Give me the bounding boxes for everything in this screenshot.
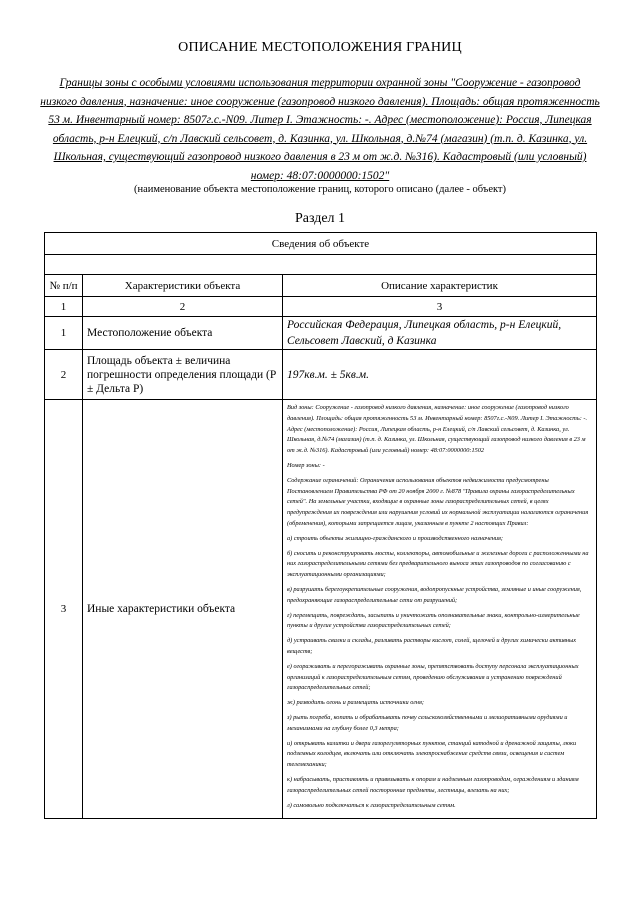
description-paragraph: а) строить объекты жилищно-гражданского и производственного назначения; (287, 534, 504, 542)
column-header-description: Описание характеристик (283, 275, 597, 297)
section-title: Раздел 1 (294, 211, 346, 226)
table-row (45, 350, 597, 400)
description-paragraph: в) разрушать берегоукрепительные сооружения, водопропускные устройства, земляные и иные сооружения, предохраняющие газораспределительные сети от разрушений; (287, 585, 582, 604)
row-description: 197кв.м. ± 5кв.м. (283, 350, 597, 400)
row-description (283, 400, 597, 819)
row-number: 2 (45, 350, 83, 400)
description-paragraph: ж) разводить огонь и размещать источники огня; (287, 699, 424, 707)
row-number: 3 (45, 400, 83, 819)
object-description-text: Границы зоны с особыми условиями использования территории охранной зоны "Сооружение - газопровод низкого давления, назначение: иное сооружение (газопровод низкого давления). Площадь: общая протяженность 53 м. Инвентарный номер: 8507г.с.-N09. Литер I. Этажность: -. Адрес (местоположение): Россия, Липецкая область, р-н Елецкий, с/п Лавский сельсовет, д. Казинка, ул. Школьная, д.№74 (магазин) (т.п. д. Казинка, ул. Школьная, существующий газопровод низкого давления в 23 м от ж.д. №316). Кадастровый (или условный) номер: 48:07:0000000:1502" (40, 77, 600, 182)
description-paragraph: б) сносить и реконструировать мосты, коллекторы, автомобильные и железные дороги с расположенными на них газораспределительными сетями без предварительного выноса этих газопроводов по согласованию с эксплуатационными организациями; (287, 549, 589, 579)
table-spacer-row (45, 255, 597, 275)
object-info-table (44, 232, 597, 819)
column-number-1: 1 (45, 297, 83, 317)
description-paragraph: и) открывать калитки и двери газорегуляторных пунктов, станций катодной и дренажной защиты, люки подземных колодцев, включать или отключать электроснабжение средств связи, освещения и систем телемеханики; (287, 739, 577, 769)
row-number: 1 (45, 317, 83, 350)
row-characteristic: Местоположение объекта (83, 317, 283, 350)
column-number-2: 2 (83, 297, 283, 317)
table-header: Сведения об объекте (45, 233, 597, 255)
description-paragraph: Номер зоны: - (287, 461, 325, 469)
description-paragraph: Содержание ограничений: Ограничения использования объектов недвижимости предусмотрены Постановлением Правительства РФ от 20 ноября 2000 г. №878 "Правила охраны газораспределительных сетей". На земельные участки, входящие в охранные зоны газораспределительных сетей, в целях предупреждения их повреждения или нарушения условий их нормальной эксплуатации налагаются ограничения (обременения), которыми запрещается лицам, указанным в пункте 2 настоящих Правил: (287, 476, 589, 527)
description-paragraph: к) набрасывать, приставлять и привязывать к опорам и надземным газопроводам, ограждениям и зданиям газораспределительных сетей посторонние предметы, лестницы, влезать на них; (287, 775, 579, 794)
description-paragraph: е) огораживать и перегораживать охранные зоны, препятствовать доступу персонала эксплуатационных организаций к газораспределительным сетям, проведению обслуживания и устранению повреждений газораспределительных сетей; (287, 662, 579, 692)
row-characteristic: Площадь объекта ± величина погрешности определения площади (P ± Дельта P) (83, 350, 283, 400)
column-header-num: № п/п (45, 275, 83, 297)
description-paragraph: г) перемещать, повреждать, засыпать и уничтожать опознавательные знаки, контрольно-измерительные пункты и другие устройства газораспределительных сетей; (287, 611, 580, 630)
object-description (40, 74, 600, 185)
page-title: ОПИСАНИЕ МЕСТОПОЛОЖЕНИЯ ГРАНИЦ (178, 40, 462, 55)
column-number-3: 3 (283, 297, 597, 317)
description-paragraph: з) рыть погреба, копать и обрабатывать почву сельскохозяйственными и мелиоративными орудиями и механизмами на глубину более 0,3 метра; (287, 713, 568, 732)
table-row (45, 400, 597, 819)
object-caption: (наименование объекта местоположение границ, которого описано (далее - объект) (133, 184, 507, 195)
description-paragraph: Вид зоны: Сооружение - газопровод низкого давления, назначение: иное сооружение (газопровод низкого давления). Площадь: общая протяженность 53 м. Инвентарный номер: 8507г.с.-N09. Литер I. Этажность: -. Адрес (местоположение): Россия, Липецкая область, р-н Елецкий, с/п Лавский сельсовет, д. Казинка, ул. Школьная, д.№74 (магазин) (т.п. д. Казинка, ул. Школьная, существующий газопровод низкого давления в 23 м от ж.д. №316). Кадастровый (или условный) номер: 48:07:0000000:1502 (287, 404, 588, 455)
row-description: Российская Федерация, Липецкая область, р-н Елецкий, Сельсовет Лавский, д Казинка (283, 317, 597, 350)
description-paragraph: д) устраивать свалки и склады, разливать растворы кислот, солей, щелочей и других химически активных веществ; (287, 637, 577, 655)
description-paragraph: л) самовольно подключаться к газораспределительным сетям. (287, 801, 456, 809)
row-characteristic: Иные характеристики объекта (83, 400, 283, 819)
column-header-characteristic: Характеристики объекта (83, 275, 283, 297)
table-row (45, 317, 597, 350)
